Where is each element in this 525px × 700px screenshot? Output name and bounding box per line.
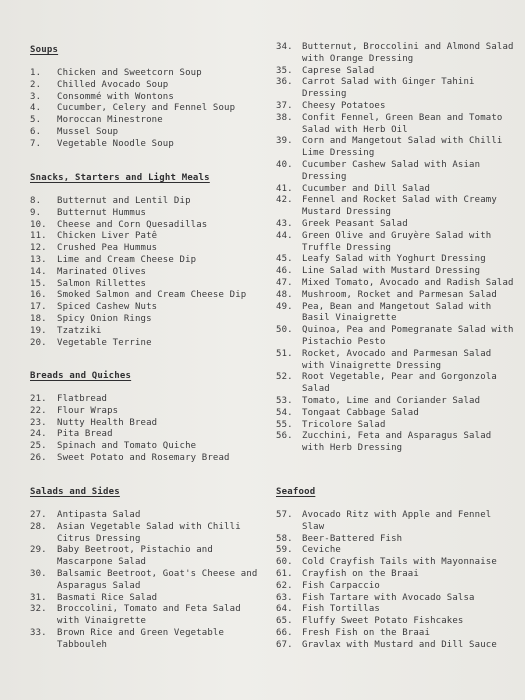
menu-item bbox=[30, 441, 265, 453]
item-label: Vegetable Noodle Soup bbox=[57, 138, 174, 149]
menu-item bbox=[30, 628, 265, 652]
item-label: Fennel and Rocket Salad with Creamy Mustard Dressing bbox=[302, 195, 497, 218]
section-seafood bbox=[276, 487, 516, 652]
menu-item bbox=[30, 290, 265, 302]
menu-item bbox=[30, 522, 265, 546]
item-label: Cheesy Potatoes bbox=[302, 100, 386, 111]
item-label: Mixed Tomato, Avocado and Radish Salad bbox=[302, 277, 514, 288]
item-number: 41. bbox=[276, 183, 293, 194]
menu-item bbox=[30, 208, 265, 220]
menu-item bbox=[30, 569, 265, 593]
item-number: 61. bbox=[276, 568, 293, 579]
menu-item bbox=[276, 136, 516, 160]
item-label: Tongaat Cabbage Salad bbox=[302, 407, 419, 418]
item-number: 27. bbox=[30, 510, 47, 520]
item-number: 8. bbox=[30, 196, 42, 206]
item-number: 35. bbox=[276, 65, 293, 76]
menu-item bbox=[276, 396, 516, 408]
item-number: 51. bbox=[276, 348, 293, 359]
item-number: 12. bbox=[30, 243, 47, 254]
item-number: 56. bbox=[276, 431, 293, 442]
menu-item bbox=[276, 325, 516, 349]
item-number: 58. bbox=[276, 533, 293, 544]
menu-item bbox=[276, 77, 516, 101]
item-number: 43. bbox=[276, 218, 293, 229]
menu-item bbox=[276, 160, 516, 184]
item-label: Tomato, Lime and Coriander Salad bbox=[302, 395, 481, 406]
item-number: 28. bbox=[30, 521, 47, 532]
menu-item bbox=[276, 420, 516, 432]
item-number: 52. bbox=[276, 372, 293, 383]
menu-item bbox=[30, 255, 265, 267]
menu-item bbox=[30, 302, 265, 314]
item-label: Confit Fennel, Green Bean and Tomato Salad with Herb Oil bbox=[302, 112, 503, 135]
menu-item bbox=[276, 372, 516, 396]
item-number: 34. bbox=[276, 42, 293, 52]
item-number: 59. bbox=[276, 545, 293, 556]
menu-item bbox=[30, 196, 265, 208]
menu-item bbox=[276, 408, 516, 420]
item-label: Pita Bread bbox=[57, 429, 113, 440]
menu-item bbox=[30, 279, 265, 291]
item-number: 5. bbox=[30, 115, 42, 126]
item-label: Butternut and Lentil Dip bbox=[57, 196, 191, 206]
menu-item bbox=[276, 557, 516, 569]
item-label: Fluffy Sweet Potato Fishcakes bbox=[302, 616, 464, 627]
item-number: 18. bbox=[30, 313, 47, 324]
item-number: 3. bbox=[30, 91, 42, 102]
item-number: 30. bbox=[30, 568, 47, 579]
item-label: Chilled Avocado Soup bbox=[57, 79, 169, 90]
menu-item bbox=[30, 243, 265, 255]
menu-item bbox=[276, 219, 516, 231]
menu-item bbox=[30, 80, 265, 92]
menu-item bbox=[30, 231, 265, 243]
item-number: 66. bbox=[276, 627, 293, 638]
item-number: 60. bbox=[276, 557, 293, 568]
item-label: Butternut, Broccolini and Almond Salad with Orange Dressing bbox=[302, 42, 514, 64]
menu-item bbox=[276, 349, 516, 373]
item-label: Balsamic Beetroot, Goat's Cheese and Asparagus Salad bbox=[57, 568, 258, 591]
item-number: 26. bbox=[30, 452, 47, 463]
item-label: Chicken Liver Patê bbox=[57, 231, 158, 242]
item-number: 31. bbox=[30, 592, 47, 603]
menu-item bbox=[30, 127, 265, 139]
item-number: 67. bbox=[276, 639, 293, 650]
item-label: Spinach and Tomato Quiche bbox=[57, 441, 197, 452]
item-label: Vegetable Terrine bbox=[57, 337, 152, 348]
item-label: Nutty Health Bread bbox=[57, 417, 158, 428]
item-label: Brown Rice and Green Vegetable Tabbouleh bbox=[57, 627, 225, 650]
menu-item bbox=[276, 581, 516, 593]
menu-item bbox=[30, 545, 265, 569]
item-number: 40. bbox=[276, 159, 293, 170]
item-label: Caprese Salad bbox=[302, 65, 375, 76]
item-number: 10. bbox=[30, 219, 47, 230]
menu-item bbox=[30, 115, 265, 127]
item-label: Leafy Salad with Yoghurt Dressing bbox=[302, 254, 486, 265]
item-number: 23. bbox=[30, 417, 47, 428]
item-label: Antipasta Salad bbox=[57, 510, 141, 520]
item-number: 46. bbox=[276, 266, 293, 277]
item-label: Crushed Pea Hummus bbox=[57, 243, 158, 254]
section-breads bbox=[30, 371, 265, 465]
item-number: 39. bbox=[276, 136, 293, 147]
item-label: Quinoa, Pea and Pomegranate Salad with Pistachio Pesto bbox=[302, 325, 514, 347]
section-heading: Seafood bbox=[276, 487, 316, 497]
menu-item bbox=[30, 418, 265, 430]
item-number: 54. bbox=[276, 407, 293, 418]
item-label: Rocket, Avocado and Parmesan Salad with Vinaigrette Dressing bbox=[302, 348, 492, 371]
item-label: Fish Carpaccio bbox=[302, 580, 380, 591]
item-label: Ceviche bbox=[302, 545, 341, 556]
item-label: Pea, Bean and Mangetout Salad with Basil Vinaigrette bbox=[302, 301, 492, 324]
item-number: 55. bbox=[276, 419, 293, 430]
menu-item bbox=[276, 302, 516, 326]
section-heading: Snacks, Starters and Light Meals bbox=[30, 173, 210, 183]
item-label: Mussel Soup bbox=[57, 126, 119, 137]
item-number: 42. bbox=[276, 195, 293, 206]
item-label: Basmati Rice Salad bbox=[57, 592, 158, 603]
menu-item bbox=[30, 406, 265, 418]
menu-item bbox=[276, 628, 516, 640]
item-label: Sweet Potato and Rosemary Bread bbox=[57, 452, 230, 463]
menu-item bbox=[30, 338, 265, 350]
item-number: 44. bbox=[276, 230, 293, 241]
item-label: Tricolore Salad bbox=[302, 419, 386, 430]
item-number: 37. bbox=[276, 100, 293, 111]
item-label: Asian Vegetable Salad with Chilli Citrus Dressing bbox=[57, 521, 241, 544]
menu-item bbox=[30, 593, 265, 605]
item-label: Flatbread bbox=[57, 394, 108, 404]
item-label: Marinated Olives bbox=[57, 266, 147, 277]
item-number: 11. bbox=[30, 231, 47, 242]
item-number: 50. bbox=[276, 325, 293, 336]
item-label: Smoked Salmon and Cream Cheese Dip bbox=[57, 290, 247, 301]
menu-item bbox=[30, 267, 265, 279]
menu-item bbox=[276, 113, 516, 137]
section-heading: Salads and Sides bbox=[30, 487, 120, 497]
item-label: Moroccan Minestrone bbox=[57, 115, 163, 126]
item-number: 22. bbox=[30, 405, 47, 416]
item-number: 1. bbox=[30, 68, 42, 78]
item-number: 7. bbox=[30, 138, 42, 149]
item-number: 32. bbox=[30, 604, 47, 615]
menu-item bbox=[276, 184, 516, 196]
item-label: Chicken and Sweetcorn Soup bbox=[57, 68, 202, 78]
item-label: Flour Wraps bbox=[57, 405, 119, 416]
item-number: 21. bbox=[30, 394, 47, 404]
item-number: 9. bbox=[30, 207, 42, 218]
item-number: 25. bbox=[30, 441, 47, 452]
item-list bbox=[30, 68, 265, 151]
item-label: Lime and Cream Cheese Dip bbox=[57, 254, 197, 265]
item-number: 20. bbox=[30, 337, 47, 348]
item-list bbox=[276, 42, 516, 455]
section-heading: Soups bbox=[30, 45, 59, 55]
menu-item bbox=[30, 453, 265, 465]
item-number: 29. bbox=[30, 545, 47, 556]
item-number: 48. bbox=[276, 289, 293, 300]
item-list bbox=[276, 510, 516, 652]
section-soups bbox=[30, 45, 265, 151]
item-label: Beer-Battered Fish bbox=[302, 533, 403, 544]
item-label: Cheese and Corn Quesadillas bbox=[57, 219, 208, 230]
menu-item bbox=[30, 326, 265, 338]
menu-item bbox=[276, 616, 516, 628]
menu-item bbox=[30, 510, 265, 522]
item-number: 57. bbox=[276, 510, 293, 520]
section-salads bbox=[30, 487, 265, 652]
item-number: 15. bbox=[30, 278, 47, 289]
item-number: 14. bbox=[30, 266, 47, 277]
item-number: 64. bbox=[276, 604, 293, 615]
item-label: Green Olive and Gruyère Salad with Truffle Dressing bbox=[302, 230, 492, 253]
menu-item bbox=[30, 103, 265, 115]
menu-item bbox=[276, 266, 516, 278]
item-number: 62. bbox=[276, 580, 293, 591]
item-label: Line Salad with Mustard Dressing bbox=[302, 266, 481, 277]
item-number: 4. bbox=[30, 103, 42, 114]
menu-item bbox=[30, 394, 265, 406]
item-number: 45. bbox=[276, 254, 293, 265]
item-label: Root Vegetable, Pear and Gorgonzola Salad bbox=[302, 372, 497, 395]
item-label: Baby Beetroot, Pistachio and Mascarpone Salad bbox=[57, 545, 213, 568]
item-label: Cucumber, Celery and Fennel Soup bbox=[57, 103, 236, 114]
item-list bbox=[30, 394, 265, 465]
item-label: Spicy Onion Rings bbox=[57, 313, 152, 324]
menu-item bbox=[30, 314, 265, 326]
item-label: Avocado Ritz with Apple and Fennel Slaw bbox=[302, 510, 492, 532]
item-number: 49. bbox=[276, 301, 293, 312]
menu-item bbox=[30, 220, 265, 232]
menu-item bbox=[276, 195, 516, 219]
item-label: Cucumber and Dill Salad bbox=[302, 183, 431, 194]
menu-item bbox=[276, 290, 516, 302]
item-label: Mushroom, Rocket and Parmesan Salad bbox=[302, 289, 497, 300]
item-label: Greek Peasant Salad bbox=[302, 218, 408, 229]
item-number: 53. bbox=[276, 395, 293, 406]
item-label: Fish Tortillas bbox=[302, 604, 380, 615]
item-label: Crayfish on the Braai bbox=[302, 568, 419, 579]
item-label: Gravlax with Mustard and Dill Sauce bbox=[302, 639, 497, 650]
menu-item bbox=[30, 139, 265, 151]
section-heading: Breads and Quiches bbox=[30, 371, 132, 381]
section-snacks bbox=[30, 173, 265, 349]
item-number: 6. bbox=[30, 126, 42, 137]
menu-item bbox=[276, 593, 516, 605]
menu-item bbox=[276, 510, 516, 534]
item-label: Consommé with Wontons bbox=[57, 91, 174, 102]
item-label: Spiced Cashew Nuts bbox=[57, 302, 158, 313]
menu-item bbox=[276, 278, 516, 290]
item-label: Tzatziki bbox=[57, 325, 102, 336]
menu-item bbox=[30, 429, 265, 441]
menu-item bbox=[30, 68, 265, 80]
item-number: 33. bbox=[30, 627, 47, 638]
section-salads-continued bbox=[276, 42, 516, 455]
item-label: Salmon Rillettes bbox=[57, 278, 147, 289]
item-number: 38. bbox=[276, 112, 293, 123]
menu-item bbox=[276, 42, 516, 66]
item-number: 36. bbox=[276, 77, 293, 88]
item-number: 13. bbox=[30, 254, 47, 265]
item-number: 17. bbox=[30, 302, 47, 313]
item-label: Fish Tartare with Avocado Salsa bbox=[302, 592, 475, 603]
menu-item bbox=[30, 92, 265, 104]
item-number: 2. bbox=[30, 79, 42, 90]
menu-item bbox=[30, 604, 265, 628]
item-label: Butternut Hummus bbox=[57, 207, 147, 218]
item-number: 63. bbox=[276, 592, 293, 603]
item-number: 16. bbox=[30, 290, 47, 301]
item-label: Cucumber Cashew Salad with Asian Dressing bbox=[302, 159, 481, 182]
menu-item bbox=[276, 254, 516, 266]
item-label: Zucchini, Feta and Asparagus Salad with Herb Dressing bbox=[302, 431, 492, 454]
menu-item bbox=[276, 231, 516, 255]
item-list bbox=[30, 196, 265, 349]
menu-item bbox=[276, 569, 516, 581]
item-number: 47. bbox=[276, 277, 293, 288]
item-label: Carrot Salad with Ginger Tahini Dressing bbox=[302, 77, 475, 100]
item-label: Broccolini, Tomato and Feta Salad with Vinaigrette bbox=[57, 604, 241, 627]
item-label: Cold Crayfish Tails with Mayonnaise bbox=[302, 557, 497, 568]
item-number: 24. bbox=[30, 429, 47, 440]
menu-item bbox=[276, 604, 516, 616]
menu-item bbox=[276, 545, 516, 557]
menu-item bbox=[276, 431, 516, 455]
menu-item bbox=[276, 101, 516, 113]
item-number: 19. bbox=[30, 325, 47, 336]
menu-item bbox=[276, 66, 516, 78]
item-label: Fresh Fish on the Braai bbox=[302, 627, 431, 638]
item-number: 65. bbox=[276, 616, 293, 627]
menu-item bbox=[276, 534, 516, 546]
menu-item bbox=[276, 640, 516, 652]
item-list bbox=[30, 510, 265, 652]
item-label: Corn and Mangetout Salad with Chilli Lime Dressing bbox=[302, 136, 503, 159]
